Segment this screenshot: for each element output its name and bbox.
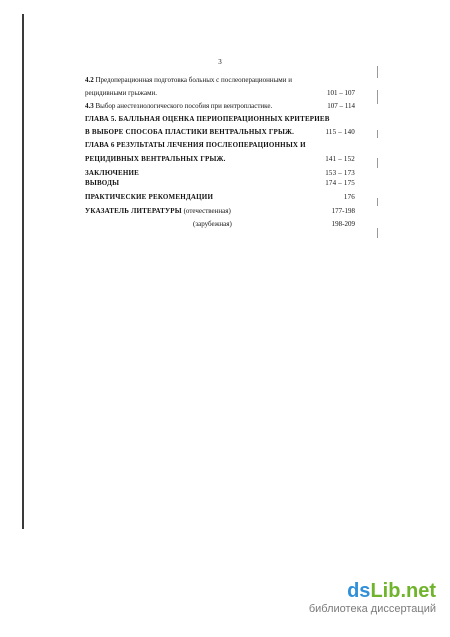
watermark (309, 581, 436, 615)
chapter-title: РЕЦИДИВНЫХ ВЕНТРАЛЬНЫХ ГРЫЖ. (85, 155, 226, 163)
toc-entry (85, 115, 355, 124)
chapter-title: ВЫВОДЫ (85, 179, 120, 187)
site-subtitle: библиотека диссертаций (308, 603, 436, 615)
scan-mark (377, 66, 378, 78)
scan-mark (377, 228, 378, 238)
toc-entry (85, 128, 355, 137)
toc-entry (85, 155, 355, 164)
toc-entry (85, 141, 355, 150)
toc-entry (85, 169, 355, 178)
entry-pages: 176 (343, 193, 355, 201)
entry-pages: 198-209 (331, 220, 355, 228)
scan-mark (377, 90, 378, 104)
toc-entry (85, 102, 355, 111)
chapter-title: ЗАКЛЮЧЕНИЕ (85, 169, 140, 177)
entry-subtitle: (отечественная) (181, 207, 231, 215)
entry-pages: 107 – 114 (327, 102, 355, 110)
chapter-title: ГЛАВА 6 РЕЗУЛЬТАТЫ ЛЕЧЕНИЯ ПОСЛЕОПЕРАЦИОННЫХ И (85, 141, 306, 149)
entry-pages: 101 – 107 (327, 89, 355, 97)
toc-entry (85, 193, 355, 202)
entry-pages: 141 – 152 (325, 155, 355, 163)
entry-pages: 153 – 173 (325, 169, 355, 177)
scan-mark (377, 198, 378, 206)
section-number: 4.2 (85, 76, 94, 84)
entry-title: рецидивными грыжами. (85, 89, 158, 97)
site-logo: dsLib.net (347, 580, 436, 602)
toc-entry (85, 89, 355, 98)
entry-title: Выбор анестезиологического пособия при вентропластике. (95, 102, 273, 110)
entry-title: Предоперационная подготовка больных с послеоперационными и (95, 76, 292, 84)
scan-mark (377, 130, 378, 138)
toc-entry (85, 76, 355, 85)
chapter-title: УКАЗАТЕЛЬ ЛИТЕРАТУРЫ (85, 207, 182, 215)
page-number: 3 (218, 58, 222, 66)
entry-pages: 177-198 (331, 207, 355, 215)
toc-entry (85, 179, 355, 188)
entry-pages: 174 – 175 (325, 179, 355, 187)
chapter-title: В ВЫБОРЕ СПОСОБА ПЛАСТИКИ ВЕНТРАЛЬНЫХ ГРЫЖ. (85, 128, 295, 136)
scan-mark (377, 158, 378, 168)
entry-pages: 115 – 140 (325, 128, 355, 136)
toc-entry (85, 220, 355, 229)
toc-entry (85, 207, 355, 216)
chapter-title: ПРАКТИЧЕСКИЕ РЕКОМЕНДАЦИИ (85, 193, 214, 201)
section-number: 4.3 (85, 102, 94, 110)
chapter-title: ГЛАВА 5. БАЛЛЬНАЯ ОЦЕНКА ПЕРИОПЕРАЦИОННЫХ КРИТЕРИЕВ (85, 115, 330, 123)
entry-subtitle: (зарубежная) (193, 220, 232, 228)
page-left-border (22, 14, 24, 529)
